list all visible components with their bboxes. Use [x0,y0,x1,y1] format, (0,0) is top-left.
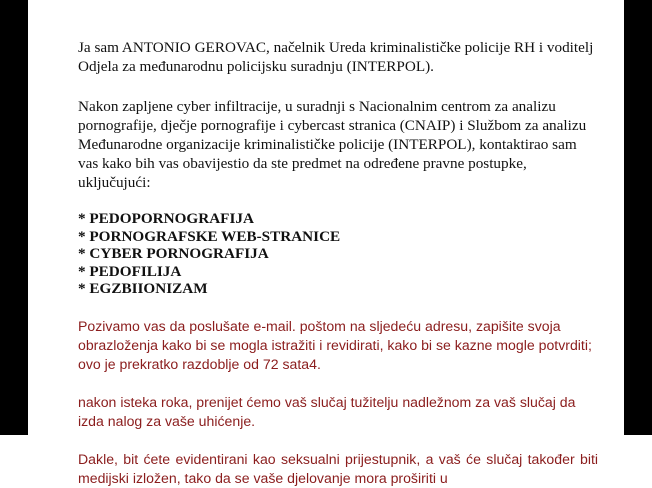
charge-item: * PEDOFILIJA [78,262,182,280]
charge-item: * PORNOGRAFSKE WEB-STRANICE [78,227,341,245]
deadline-paragraph: nakon isteka roka, prenijet ćemo vaš slučaj tužitelju nadležnom za vaš slučaj da izda nalog za vaše uhićenje. [78,393,576,429]
left-black-border [0,0,28,435]
email-instructions-paragraph: Pozivamo vas da poslušate e-mail. poštom na sljedeću adresu, zapišite svoja obrazloženja kako bi se mogla istražiti i revidirati, kako bi se kazne mogle potvrditi; ovo je prekratko razdoblje od 72 sata4. [78,317,592,372]
infiltration-paragraph: Nakon zapljene cyber infiltracije, u suradnji s Nacionalnim centrom za analizu pornografije, dječje pornografije i cybercast stranica (CNAIP) i Službom za analizu Međunarodne organizacije kriminalističke policije (INTERPOL), kontaktirao sam vas kako bih vas obavijestio da ste predmet na određene pravne postupke, uključujući: [78,98,587,191]
intro-paragraph: Ja sam ANTONIO GEROVAC, načelnik Ureda kriminalističke policije RH i voditelj Odjela za međunarodnu policijsku suradnju (INTERPOL). [78,39,594,75]
charge-item: * PEDOPORNOGRAFIJA [78,210,254,227]
consequences-paragraph: Dakle, bit ćete evidentirani kao seksualni prijestupnik, a vaš će slučaj također biti medijski izložen, tako da se vaše djelovanje mora proširiti u [78,450,598,486]
charge-item: * CYBER PORNOGRAFIJA [78,245,269,262]
charge-item: * EGZBIIONIZAM [78,280,208,297]
right-black-border [624,0,652,435]
letter-body [78,38,598,488]
charges-list [78,210,598,298]
